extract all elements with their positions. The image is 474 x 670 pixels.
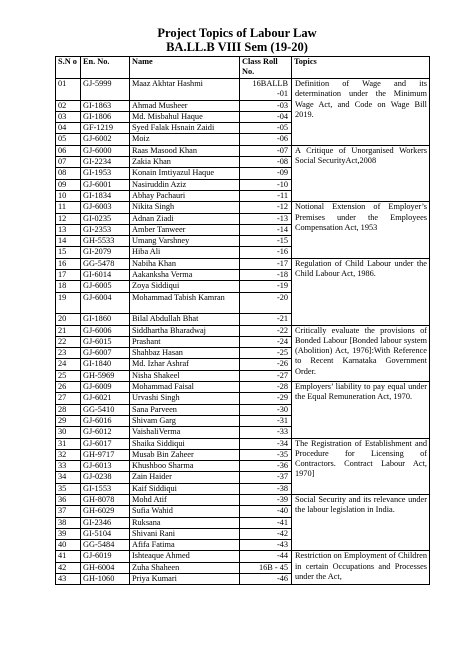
cell-enrollment-no: GI-5104 bbox=[81, 528, 130, 539]
cell-enrollment-no: GJ-6006 bbox=[81, 325, 130, 336]
cell-sno: 06 bbox=[56, 145, 81, 156]
cell-sno: 20 bbox=[56, 314, 81, 325]
cell-sno: 36 bbox=[56, 494, 81, 505]
cell-class-roll-no: -19 bbox=[240, 281, 292, 292]
cell-enrollment-no: GH-1060 bbox=[81, 574, 130, 585]
cell-enrollment-no: GH-6004 bbox=[81, 562, 130, 573]
cell-name: Nisha Shakeel bbox=[130, 370, 240, 381]
table-row bbox=[56, 494, 430, 505]
topic-text: Employers’ liability to pay equal under the Equal Remuneration Act, 1970. bbox=[295, 382, 427, 402]
cell-sno: 03 bbox=[56, 111, 81, 122]
cell-sno: 11 bbox=[56, 202, 81, 213]
cell-sno: 09 bbox=[56, 179, 81, 190]
cell-enrollment-no: GJ-6002 bbox=[81, 134, 130, 145]
cell-enrollment-no: GI-1834 bbox=[81, 190, 130, 201]
cell-class-roll-no: -39 bbox=[240, 494, 292, 505]
cell-enrollment-no: GG-5484 bbox=[81, 540, 130, 551]
table-body bbox=[56, 79, 430, 585]
cell-topic bbox=[292, 258, 430, 325]
cell-enrollment-no: GH-5969 bbox=[81, 370, 130, 381]
cell-enrollment-no: GF-1219 bbox=[81, 123, 130, 134]
cell-sno: 21 bbox=[56, 325, 81, 336]
cell-enrollment-no: GI-1953 bbox=[81, 168, 130, 179]
table-row bbox=[56, 325, 430, 336]
cell-name: Moiz bbox=[130, 134, 240, 145]
cell-class-roll-no: -07 bbox=[240, 145, 292, 156]
cell-enrollment-no: GI-0235 bbox=[81, 213, 130, 224]
cell-name: Konain Imtiyazul Haque bbox=[130, 168, 240, 179]
table-row bbox=[56, 202, 430, 213]
cell-name: Nikita Singh bbox=[130, 202, 240, 213]
cell-name: Aakanksha Verma bbox=[130, 270, 240, 281]
cell-enrollment-no: GJ-0238 bbox=[81, 472, 130, 483]
table-row bbox=[56, 438, 430, 449]
cell-sno: 14 bbox=[56, 236, 81, 247]
cell-class-roll-no: -10 bbox=[240, 179, 292, 190]
cell-class-roll-no: -20 bbox=[240, 292, 292, 314]
document-subtitle: BA.LL.B VIII Sem (19-20) bbox=[166, 40, 308, 54]
cell-name: Siddhartha Bharadwaj bbox=[130, 325, 240, 336]
cell-name: Zakia Khan bbox=[130, 157, 240, 168]
cell-sno: 28 bbox=[56, 404, 81, 415]
cell-enrollment-no: GJ-6000 bbox=[81, 145, 130, 156]
cell-enrollment-no: GI-1860 bbox=[81, 314, 130, 325]
cell-enrollment-no: GG-5478 bbox=[81, 258, 130, 269]
cell-enrollment-no: GH-8078 bbox=[81, 494, 130, 505]
cell-sno: 19 bbox=[56, 292, 81, 314]
cell-sno: 01 bbox=[56, 79, 81, 101]
topic-text: Definition of Wage and its determination under the Minimum Wage Act, and Code on Wage Bill 2019. bbox=[295, 79, 427, 119]
cell-class-roll-no: -27 bbox=[240, 370, 292, 381]
cell-name: Sufia Wahid bbox=[130, 506, 240, 517]
cell-name: Shivam Garg bbox=[130, 415, 240, 426]
cell-class-roll-no: -28 bbox=[240, 382, 292, 393]
cell-name: Priya Kumari bbox=[130, 574, 240, 585]
cell-name: Mohammad Faisal bbox=[130, 382, 240, 393]
cell-sno: 37 bbox=[56, 506, 81, 517]
cell-class-roll-no: 16BALLB -01 bbox=[240, 79, 292, 101]
table-row bbox=[56, 258, 430, 269]
cell-name: Raas Masood Khan bbox=[130, 145, 240, 156]
cell-name: Khushboo Sharma bbox=[130, 461, 240, 472]
cell-name: Musab Bin Zaheer bbox=[130, 449, 240, 460]
cell-name: Ishteaque Ahmed bbox=[130, 551, 240, 562]
cell-name: Adnan Ziadi bbox=[130, 213, 240, 224]
cell-name: Zain Haider bbox=[130, 472, 240, 483]
cell-name: VaishaliVerma bbox=[130, 427, 240, 438]
cell-sno: 38 bbox=[56, 517, 81, 528]
cell-topic bbox=[292, 145, 430, 201]
cell-class-roll-no: -08 bbox=[240, 157, 292, 168]
cell-enrollment-no: GJ-6016 bbox=[81, 415, 130, 426]
cell-name: Prashant bbox=[130, 336, 240, 347]
cell-name: Bilal Abdullah Bhat bbox=[130, 314, 240, 325]
cell-sno: 29 bbox=[56, 415, 81, 426]
cell-class-roll-no: -18 bbox=[240, 270, 292, 281]
cell-class-roll-no: -31 bbox=[240, 415, 292, 426]
cell-enrollment-no: GJ-6021 bbox=[81, 393, 130, 404]
cell-name: Shahbaz Hasan bbox=[130, 348, 240, 359]
cell-enrollment-no: GI-1863 bbox=[81, 100, 130, 111]
cell-sno: 39 bbox=[56, 528, 81, 539]
header-sno: S.N o bbox=[56, 57, 81, 79]
cell-class-roll-no: 16B - 45 bbox=[240, 562, 292, 573]
cell-name: Zoya Siddiqui bbox=[130, 281, 240, 292]
cell-enrollment-no: GI-2353 bbox=[81, 224, 130, 235]
cell-class-roll-no: -12 bbox=[240, 202, 292, 213]
cell-class-roll-no: -35 bbox=[240, 449, 292, 460]
cell-name: Mohammad Tabish Kamran bbox=[130, 292, 240, 314]
topic-text: Notional Extension of Employer’s Premises under the Employees Compensation Act, 1953 bbox=[295, 202, 427, 232]
cell-sno: 25 bbox=[56, 370, 81, 381]
cell-sno: 12 bbox=[56, 213, 81, 224]
cell-class-roll-no: -26 bbox=[240, 359, 292, 370]
cell-sno: 42 bbox=[56, 562, 81, 573]
cell-name: Nabiha Khan bbox=[130, 258, 240, 269]
cell-class-roll-no: -24 bbox=[240, 336, 292, 347]
cell-name: Abhay Pachauri bbox=[130, 190, 240, 201]
cell-enrollment-no: GJ-6003 bbox=[81, 202, 130, 213]
cell-class-roll-no: -17 bbox=[240, 258, 292, 269]
cell-enrollment-no: GJ-6007 bbox=[81, 348, 130, 359]
table-row bbox=[56, 145, 430, 156]
cell-name: Kaif Siddiqui bbox=[130, 483, 240, 494]
cell-enrollment-no: GJ-6013 bbox=[81, 461, 130, 472]
cell-class-roll-no: -30 bbox=[240, 404, 292, 415]
cell-class-roll-no: -06 bbox=[240, 134, 292, 145]
table-row bbox=[56, 551, 430, 562]
topic-text: The Registration of Establishment and Procedure for Licensing of Contractors. Contract Labour Act, 1970] bbox=[295, 438, 427, 479]
cell-name: Sana Parveen bbox=[130, 404, 240, 415]
cell-topic bbox=[292, 494, 430, 550]
cell-class-roll-no: -33 bbox=[240, 427, 292, 438]
cell-enrollment-no: GJ-6019 bbox=[81, 551, 130, 562]
cell-class-roll-no: -38 bbox=[240, 483, 292, 494]
cell-name: Md. Izhar Ashraf bbox=[130, 359, 240, 370]
cell-name: Nasiruddin Aziz bbox=[130, 179, 240, 190]
cell-class-roll-no: -41 bbox=[240, 517, 292, 528]
cell-sno: 41 bbox=[56, 551, 81, 562]
cell-class-roll-no: -16 bbox=[240, 247, 292, 258]
cell-enrollment-no: GI-1553 bbox=[81, 483, 130, 494]
cell-class-roll-no: -09 bbox=[240, 168, 292, 179]
cell-name: Hiba Ali bbox=[130, 247, 240, 258]
cell-sno: 24 bbox=[56, 359, 81, 370]
cell-class-roll-no: -14 bbox=[240, 224, 292, 235]
cell-class-roll-no: -15 bbox=[240, 236, 292, 247]
cell-enrollment-no: GJ-5999 bbox=[81, 79, 130, 101]
cell-enrollment-no: GJ-6012 bbox=[81, 427, 130, 438]
cell-enrollment-no: GI-6014 bbox=[81, 270, 130, 281]
cell-enrollment-no: GH-6029 bbox=[81, 506, 130, 517]
topic-text: Regulation of Child Labour under the Child Labour Act, 1986. bbox=[295, 258, 427, 279]
topic-text: Social Security and its relevance under the labour legislation in India. bbox=[295, 494, 427, 515]
cell-class-roll-no: -04 bbox=[240, 111, 292, 122]
cell-sno: 07 bbox=[56, 157, 81, 168]
cell-enrollment-no: GG-5410 bbox=[81, 404, 130, 415]
cell-enrollment-no: GJ-6009 bbox=[81, 382, 130, 393]
cell-name: Syed Falak Hsnain Zaidi bbox=[130, 123, 240, 134]
cell-sno: 05 bbox=[56, 134, 81, 145]
cell-sno: 18 bbox=[56, 281, 81, 292]
header-class-roll-no: Class Roll No. bbox=[240, 57, 292, 79]
topic-text: Restriction on Employment of Children in certain Occupations and Processes under the Act, bbox=[295, 551, 427, 582]
cell-class-roll-no: -36 bbox=[240, 461, 292, 472]
cell-sno: 30 bbox=[56, 427, 81, 438]
cell-sno: 10 bbox=[56, 190, 81, 201]
cell-name: Maaz Akhtar Hashmi bbox=[130, 79, 240, 101]
cell-enrollment-no: GJ-6017 bbox=[81, 438, 130, 449]
cell-enrollment-no: GI-1840 bbox=[81, 359, 130, 370]
cell-class-roll-no: -21 bbox=[240, 314, 292, 325]
cell-name: Shivani Rani bbox=[130, 528, 240, 539]
cell-class-roll-no: -25 bbox=[240, 348, 292, 359]
table-row bbox=[56, 382, 430, 393]
cell-enrollment-no: GJ-6004 bbox=[81, 292, 130, 314]
cell-class-roll-no: -46 bbox=[240, 574, 292, 585]
cell-sno: 02 bbox=[56, 100, 81, 111]
cell-class-roll-no: -22 bbox=[240, 325, 292, 336]
cell-enrollment-no: GI-1806 bbox=[81, 111, 130, 122]
cell-enrollment-no: GH-9717 bbox=[81, 449, 130, 460]
cell-class-roll-no: -34 bbox=[240, 438, 292, 449]
cell-sno: 27 bbox=[56, 393, 81, 404]
cell-name: Md. Misbahul Haque bbox=[130, 111, 240, 122]
cell-topic bbox=[292, 551, 430, 585]
cell-enrollment-no: GI-2079 bbox=[81, 247, 130, 258]
topic-text: A Critique of Unorganised Workers Social SecurityAct,2008 bbox=[295, 145, 427, 166]
cell-enrollment-no: GI-2346 bbox=[81, 517, 130, 528]
cell-name: Zuha Shaheen bbox=[130, 562, 240, 573]
cell-sno: 16 bbox=[56, 258, 81, 269]
cell-topic bbox=[292, 382, 430, 438]
cell-sno: 33 bbox=[56, 461, 81, 472]
cell-sno: 34 bbox=[56, 472, 81, 483]
table-row bbox=[56, 79, 430, 101]
cell-name: Ruksana bbox=[130, 517, 240, 528]
cell-sno: 23 bbox=[56, 348, 81, 359]
cell-sno: 15 bbox=[56, 247, 81, 258]
cell-class-roll-no: -44 bbox=[240, 551, 292, 562]
cell-class-roll-no: -29 bbox=[240, 393, 292, 404]
table-header-row bbox=[56, 57, 430, 79]
cell-sno: 26 bbox=[56, 382, 81, 393]
document-title: Project Topics of Labour Law bbox=[157, 26, 317, 40]
cell-class-roll-no: -11 bbox=[240, 190, 292, 201]
cell-sno: 32 bbox=[56, 449, 81, 460]
cell-class-roll-no: -13 bbox=[240, 213, 292, 224]
cell-class-roll-no: -43 bbox=[240, 540, 292, 551]
cell-name: Mohd Atif bbox=[130, 494, 240, 505]
cell-name: Afifa Fatima bbox=[130, 540, 240, 551]
cell-enrollment-no: GJ-6001 bbox=[81, 179, 130, 190]
cell-sno: 08 bbox=[56, 168, 81, 179]
header-name: Name bbox=[130, 57, 240, 79]
cell-name: Urvashi Singh bbox=[130, 393, 240, 404]
cell-sno: 13 bbox=[56, 224, 81, 235]
cell-name: Amber Tanweer bbox=[130, 224, 240, 235]
cell-topic bbox=[292, 79, 430, 146]
cell-sno: 35 bbox=[56, 483, 81, 494]
cell-name: Ahmad Musheer bbox=[130, 100, 240, 111]
cell-topic bbox=[292, 202, 430, 258]
cell-class-roll-no: -37 bbox=[240, 472, 292, 483]
header-topics: Topics bbox=[292, 57, 430, 79]
cell-topic bbox=[292, 325, 430, 381]
cell-class-roll-no: -03 bbox=[240, 100, 292, 111]
topics-table bbox=[55, 56, 430, 585]
cell-enrollment-no: GI-2234 bbox=[81, 157, 130, 168]
cell-name: Umang Varshney bbox=[130, 236, 240, 247]
cell-enrollment-no: GJ-6005 bbox=[81, 281, 130, 292]
cell-class-roll-no: -05 bbox=[240, 123, 292, 134]
cell-sno: 17 bbox=[56, 270, 81, 281]
cell-name: Shaika Siddiqui bbox=[130, 438, 240, 449]
header-enrollment-no: En. No. bbox=[81, 57, 130, 79]
cell-sno: 31 bbox=[56, 438, 81, 449]
cell-enrollment-no: GH-5533 bbox=[81, 236, 130, 247]
cell-topic bbox=[292, 438, 430, 494]
cell-sno: 22 bbox=[56, 336, 81, 347]
cell-enrollment-no: GJ-6015 bbox=[81, 336, 130, 347]
cell-class-roll-no: -42 bbox=[240, 528, 292, 539]
cell-sno: 04 bbox=[56, 123, 81, 134]
topic-text: Critically evaluate the provisions of Bonded Labour [Bonded labour system (Abolition) Act, 1976]:With Reference to Recent Karnataka Government Order. bbox=[295, 325, 427, 376]
cell-sno: 40 bbox=[56, 540, 81, 551]
cell-sno: 43 bbox=[56, 574, 81, 585]
cell-class-roll-no: -40 bbox=[240, 506, 292, 517]
